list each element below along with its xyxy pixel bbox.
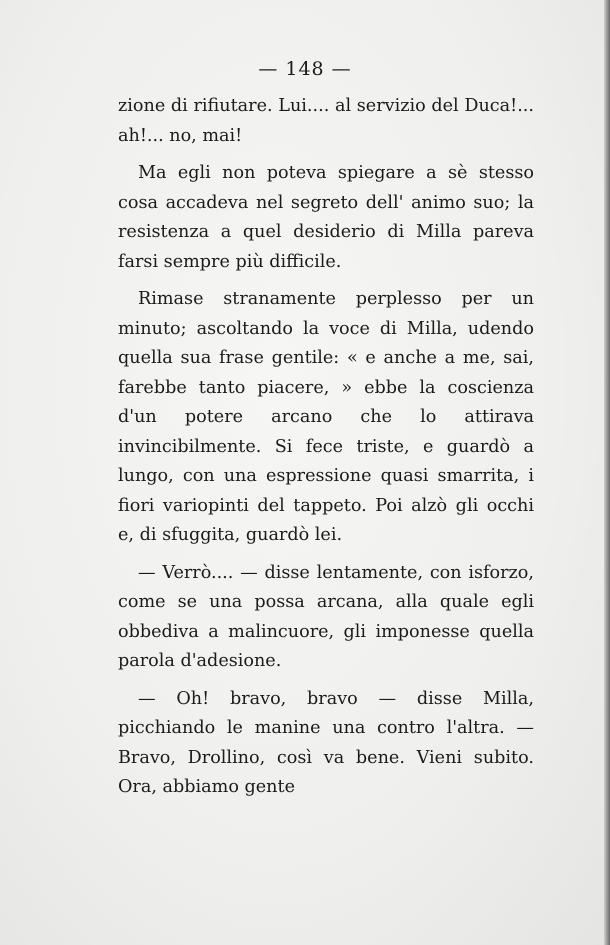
page-number: — 148 — <box>258 58 352 80</box>
body-text <box>118 92 534 803</box>
paragraph-3: Rimase stranamente perplesso per un minuto; ascoltando la voce di Milla, udendo quella sua frase gentile: « e anche a me, sai, farebbe tanto piacere, » ebbe la coscienza d'un potere arcano che lo attirava invincibilmente. Si fece triste, e guardò a lungo, con una espressione quasi smarrita, i fiori variopinti del tappeto. Poi alzò gli occhi e, di sfuggita, guardò lei. <box>118 289 534 545</box>
paragraph-5: — Oh! bravo, bravo — disse Milla, picchiando le manine una contro l'altra. — Bravo, Drollino, così va bene. Vieni subito. Ora, abbiamo gente <box>118 688 534 797</box>
paragraph-continuation: zione di rifiutare. Lui.... al servizio del Duca!... ah!... no, mai! <box>118 96 534 146</box>
paragraph-2: Ma egli non poteva spiegare a sè stesso cosa accadeva nel segreto dell' animo suo; la resistenza a quel desiderio di Milla pareva farsi sempre più difficile. <box>118 163 534 272</box>
page-edge-shadow <box>604 0 610 945</box>
paragraph-4: — Verrò.... — disse lentamente, con isforzo, come se una possa arcana, alla quale egli obbediva a malincuore, gli imponesse quella parola d'adesione. <box>118 562 534 671</box>
